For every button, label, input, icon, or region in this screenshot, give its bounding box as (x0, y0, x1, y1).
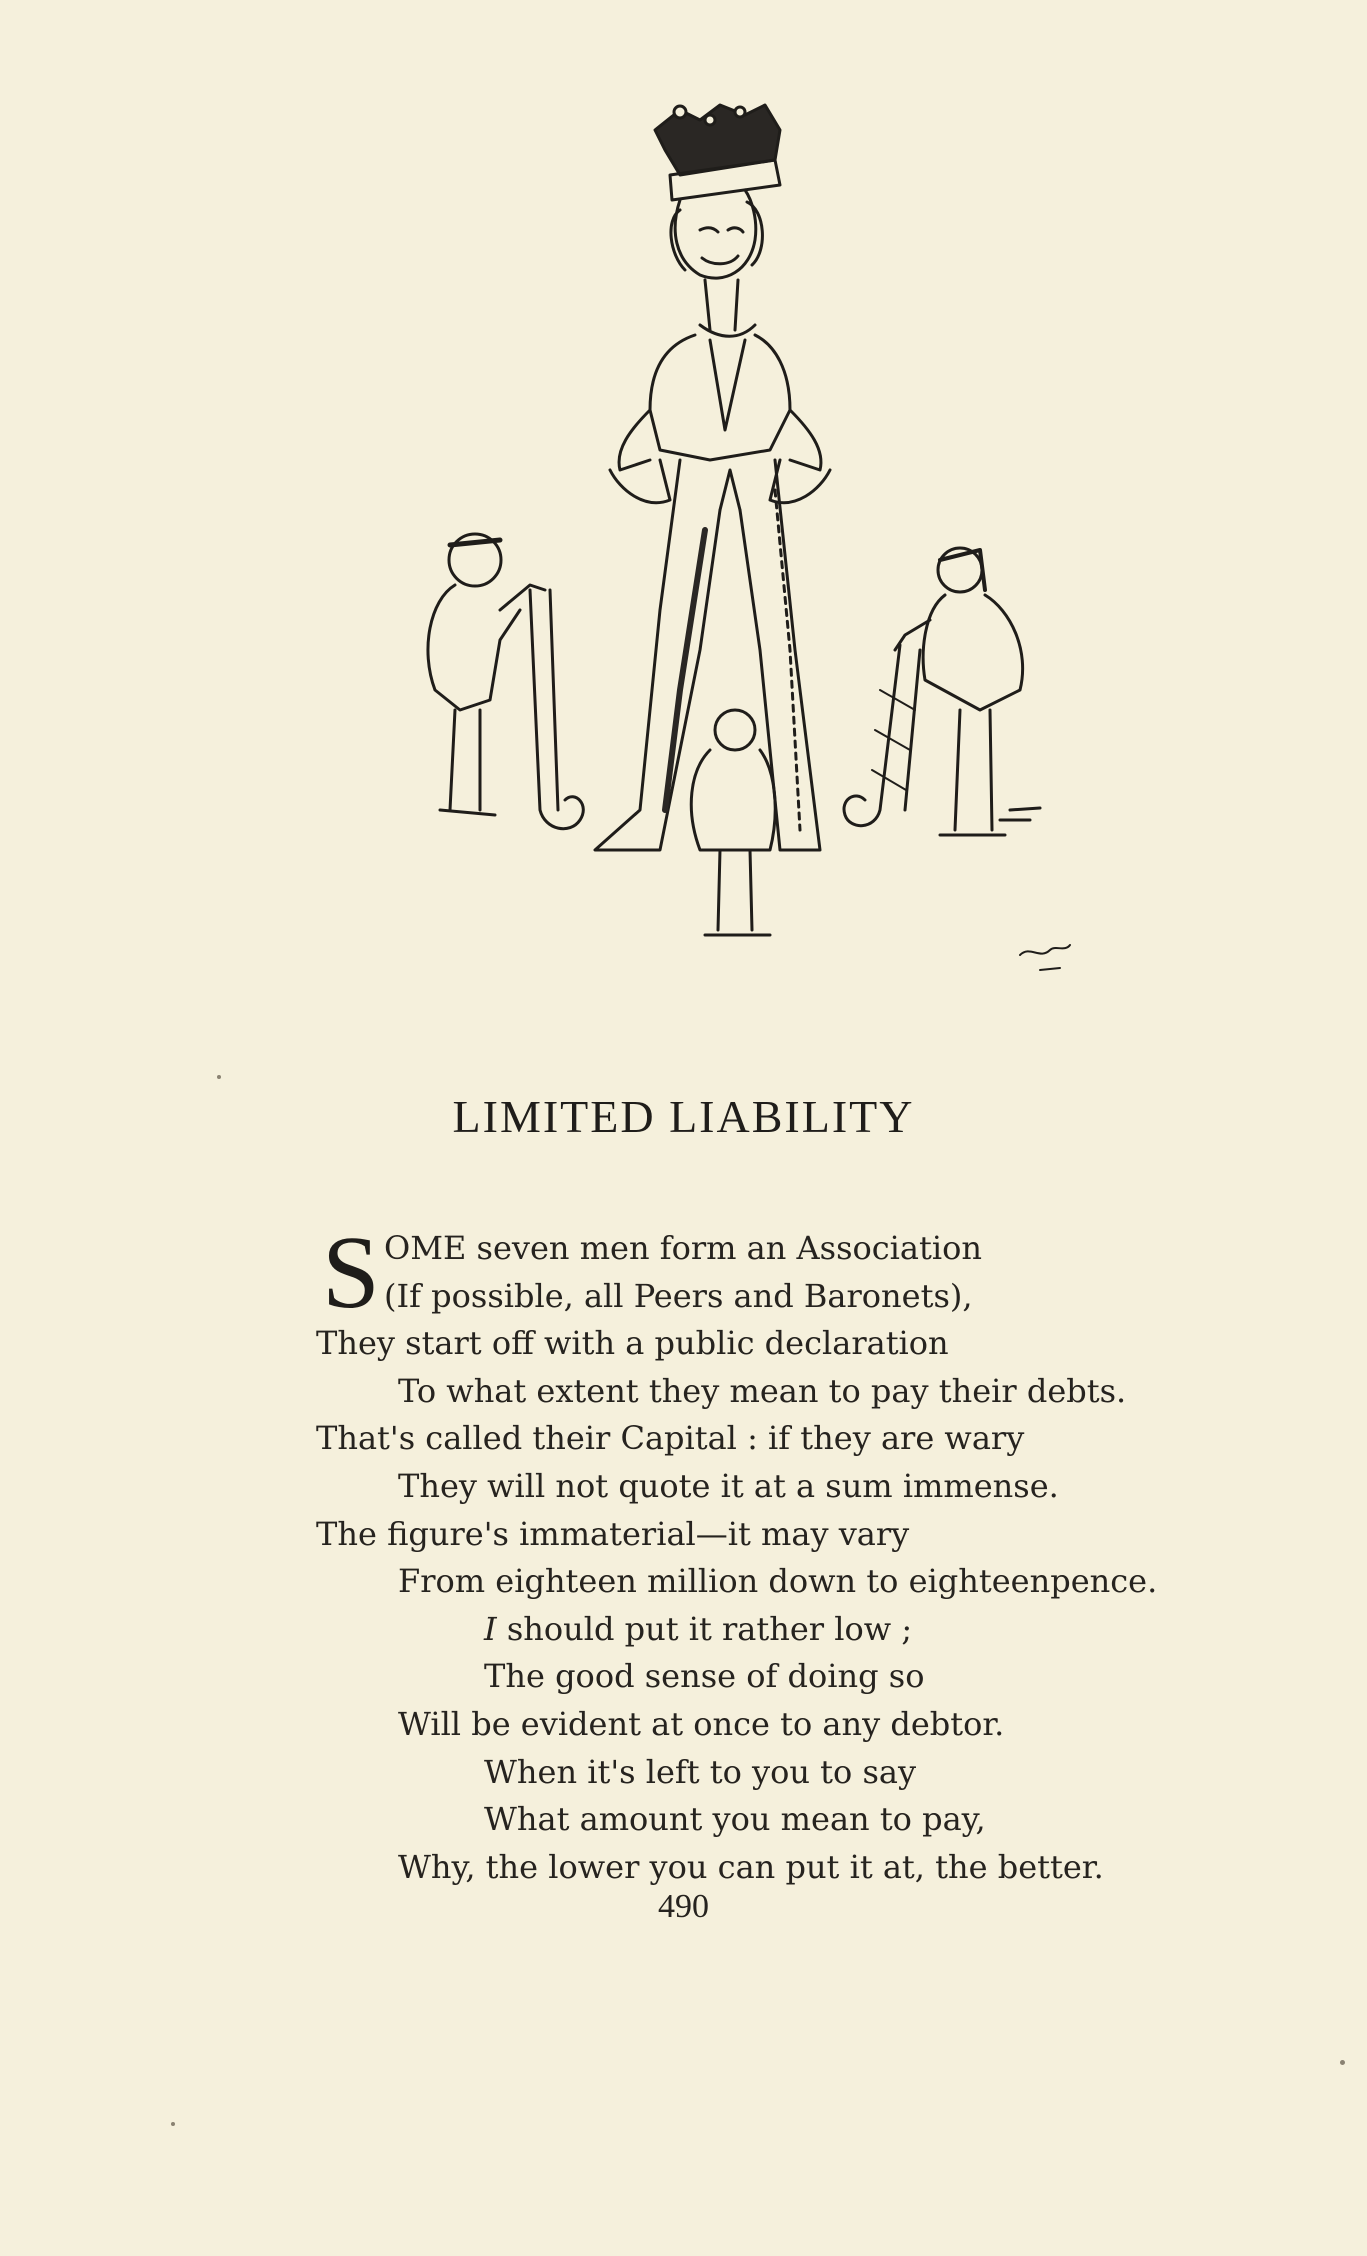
paper-speck (217, 1075, 221, 1079)
poem-line (316, 1606, 1316, 1654)
poem-line: OME seven men form an Association (384, 1229, 982, 1267)
paper-speck (171, 2122, 175, 2126)
poem-line-rest: should put it rather low ; (496, 1609, 913, 1648)
page-number: 490 (658, 1888, 709, 1925)
poem-line: The figure's immaterial—it may vary (316, 1514, 910, 1553)
poem-line: What amount you mean to pay, (484, 1800, 986, 1839)
paper-speck (1340, 2060, 1345, 2065)
poem-line: Will be evident at once to any debtor. (398, 1704, 1005, 1743)
poem-line: Why, the lower you can put it at, the better. (398, 1847, 1104, 1886)
poem-line: They start off with a public declaration (316, 1324, 949, 1363)
poem-line: (If possible, all Peers and Baronets), (384, 1276, 973, 1315)
poem-line: From eighteen million down to eighteenpence. (398, 1562, 1158, 1601)
poem-line: That's called their Capital : if they are wary (316, 1419, 1025, 1458)
caricature-illustration (380, 90, 1080, 990)
poem-line: They will not quote it at a sum immense. (398, 1466, 1059, 1505)
drop-cap: S (322, 1215, 380, 1330)
poem-body (316, 1215, 1316, 1891)
poem-line: To what extent they mean to pay their debts. (398, 1371, 1127, 1410)
poem-line: When it's left to you to say (484, 1752, 917, 1791)
poem-title: LIMITED LIABILITY (452, 1091, 915, 1142)
poem-line: The good sense of doing so (484, 1657, 925, 1696)
italic-word: I (484, 1609, 497, 1648)
